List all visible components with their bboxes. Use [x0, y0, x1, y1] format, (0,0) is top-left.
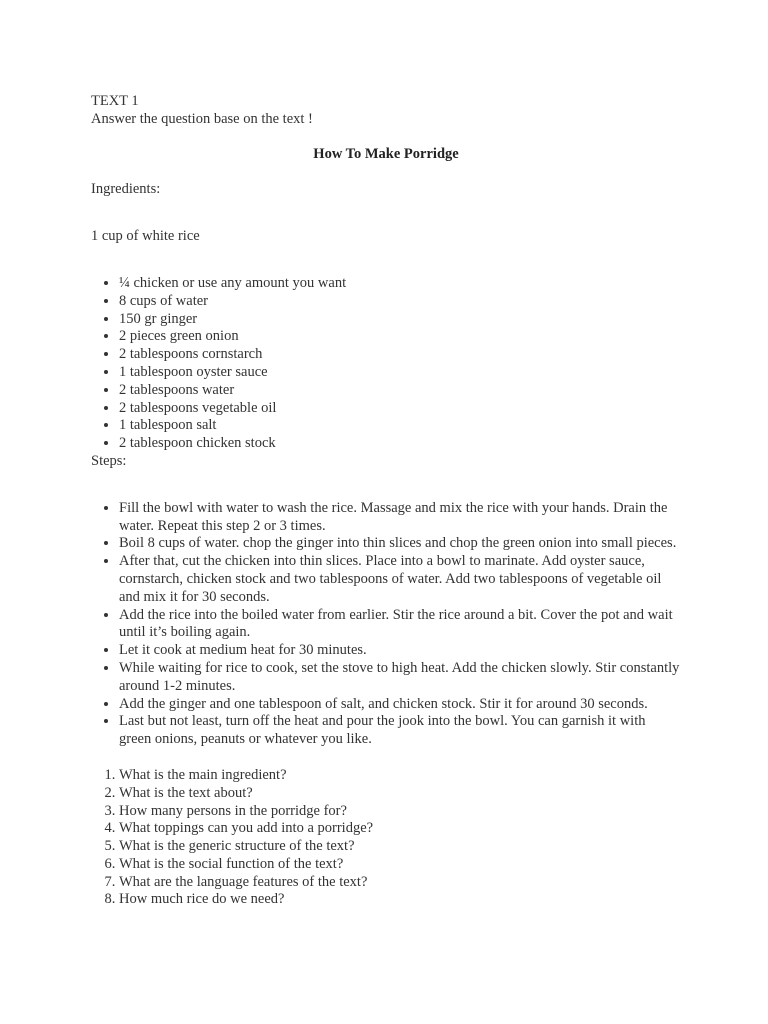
- ingredient-item: • 1 tablespoon salt: [119, 417, 681, 435]
- steps-list: [91, 500, 681, 749]
- ingredient-item: • 1 tablespoon oyster sauce: [119, 364, 681, 382]
- ingredient-item: • 150 gr ginger: [119, 311, 681, 329]
- ingredients-label: Ingredients:: [91, 181, 161, 198]
- ingredient-item: • 2 tablespoons cornstarch: [119, 346, 681, 364]
- questions-list: [91, 767, 681, 909]
- ingredients-list: [91, 275, 681, 453]
- ingredient-item: • 8 cups of water: [119, 293, 681, 311]
- page-title: How To Make Porridge: [313, 145, 459, 162]
- question-item: 8. How much rice do we need?: [119, 891, 681, 909]
- question-item: 4. What toppings can you add into a porridge?: [119, 820, 681, 838]
- ingredient-item: • 2 pieces green onion: [119, 328, 681, 346]
- question-item: 7. What are the language features of the text?: [119, 874, 681, 892]
- step-item: • Fill the bowl with water to wash the rice. Massage and mix the rice with your hands. Drain the water. Repeat this step 2 or 3 times.: [119, 500, 681, 536]
- step-item: • After that, cut the chicken into thin slices. Place into a bowl to marinate. Add oyster sauce, cornstarch, chicken stock and two tablespoons of water. Add two tablespoons of vegetable oil and mix it for 30 seconds.: [119, 553, 681, 606]
- ingredient-item: • 2 tablespoon chicken stock: [119, 435, 681, 453]
- step-item: • Let it cook at medium heat for 30 minutes.: [119, 642, 681, 660]
- ingredient-item: • 2 tablespoons water: [119, 382, 681, 400]
- step-item: • Add the rice into the boiled water from earlier. Stir the rice around a bit. Cover the pot and wait until it’s boiling again.: [119, 607, 681, 643]
- step-item: • Last but not least, turn off the heat and pour the jook into the bowl. You can garnish it with green onions, peanuts or whatever you like.: [119, 713, 681, 749]
- main-ingredient: 1 cup of white rice: [91, 228, 200, 245]
- document-page: [91, 93, 681, 909]
- instruction: Answer the question base on the text !: [91, 110, 313, 127]
- question-item: 5. What is the generic structure of the text?: [119, 838, 681, 856]
- question-item: 1. What is the main ingredient?: [119, 767, 681, 785]
- ingredient-item: • 2 tablespoons vegetable oil: [119, 400, 681, 418]
- steps-label: Steps:: [91, 452, 127, 469]
- text-label: TEXT 1: [91, 93, 139, 109]
- step-item: • Add the ginger and one tablespoon of salt, and chicken stock. Stir it for around 30 seconds.: [119, 696, 681, 714]
- question-item: 2. What is the text about?: [119, 785, 681, 803]
- question-item: 3. How many persons in the porridge for?: [119, 803, 681, 821]
- question-item: 6. What is the social function of the text?: [119, 856, 681, 874]
- step-item: • While waiting for rice to cook, set the stove to high heat. Add the chicken slowly. Stir constantly around 1-2 minutes.: [119, 660, 681, 696]
- ingredient-item: • ¼ chicken or use any amount you want: [119, 275, 681, 293]
- step-item: • Boil 8 cups of water. chop the ginger into thin slices and chop the green onion into small pieces.: [119, 535, 681, 553]
